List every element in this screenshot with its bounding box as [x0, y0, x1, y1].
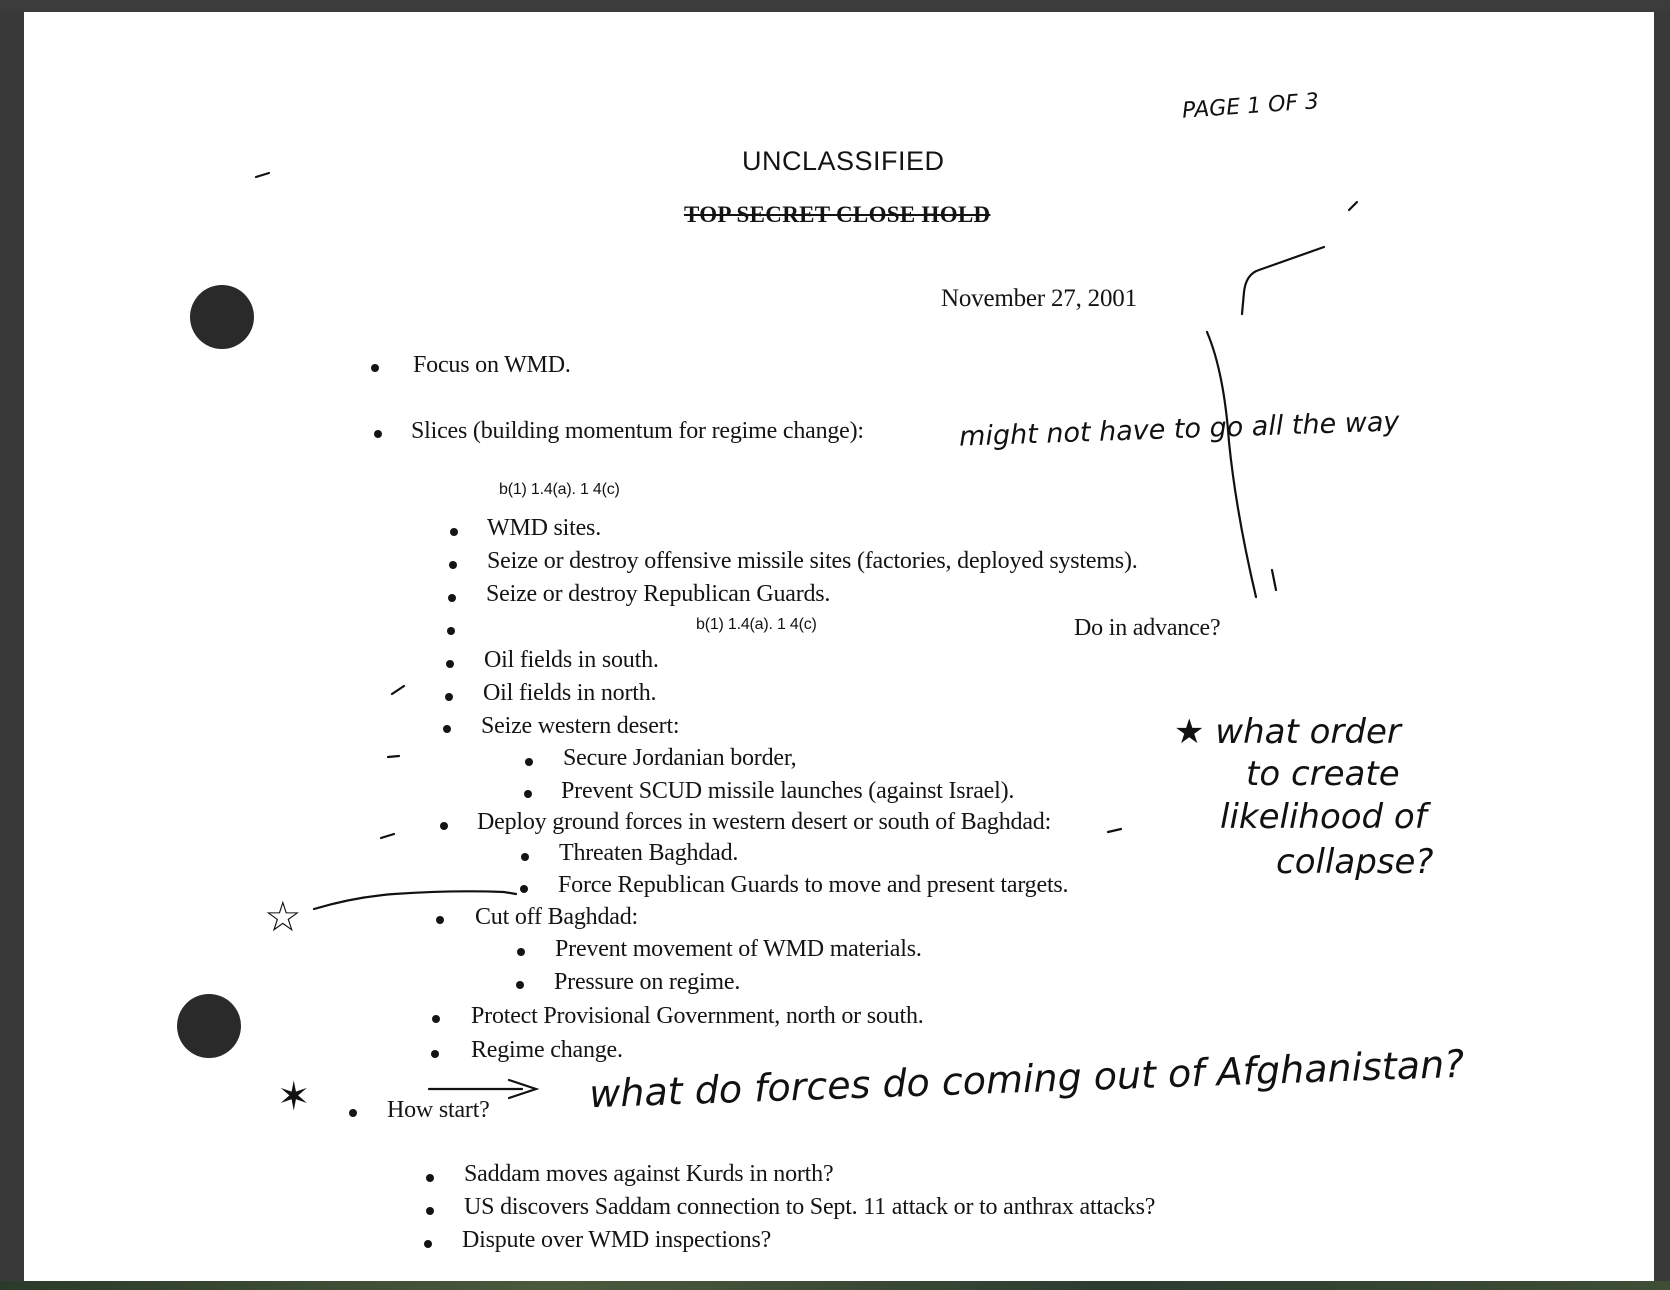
item-force-guards: Force Republican Guards to move and present targets. — [558, 872, 1069, 898]
viewer-left-edge — [0, 12, 24, 1281]
item-republican-guards: Seize or destroy Republican Guards. — [486, 581, 831, 607]
item-scud: Prevent SCUD missile launches (against Israel). — [561, 778, 1015, 804]
handwritten-afghanistan-note: what do forces do coming out of Afghanistan? — [588, 1041, 1465, 1117]
item-wmd-sites: WMD sites. — [487, 515, 601, 541]
margin-bracket-line — [1242, 247, 1324, 314]
redaction-code: b(1) 1.4(a). 1 4(c) — [499, 481, 620, 498]
margin-bracket-line — [1272, 570, 1276, 590]
stray-mark — [381, 834, 394, 838]
viewer-right-edge — [1654, 12, 1670, 1281]
item-how-start: How start? — [387, 1097, 490, 1123]
pointer-arrow-line — [314, 891, 516, 909]
classification-label: UNCLASSIFIED — [742, 146, 945, 176]
document-page — [24, 12, 1654, 1281]
stray-mark — [1349, 202, 1357, 210]
item-oil-north: Oil fields in north. — [483, 680, 657, 706]
item-regime-change: Regime change. — [471, 1037, 623, 1063]
item-jordanian-border: Secure Jordanian border, — [563, 745, 797, 771]
handwritten-order-line-3: likelihood of — [1220, 797, 1427, 837]
item-deploy-forces: Deploy ground forces in western desert or south of Baghdad: — [477, 809, 1052, 835]
stray-mark — [388, 756, 399, 757]
item-kurds: Saddam moves against Kurds in north? — [464, 1161, 834, 1187]
handwritten-order-line-2: to create — [1246, 754, 1400, 794]
item-cut-off-baghdad: Cut off Baghdad: — [475, 904, 639, 930]
item-do-in-advance: Do in advance? — [1074, 615, 1221, 641]
viewer-bottom-strip — [0, 1281, 1670, 1290]
item-western-desert: Seize western desert: — [481, 713, 680, 739]
handwritten-page-count: PAGE 1 OF 3 — [1181, 89, 1320, 124]
item-prevent-wmd: Prevent movement of WMD materials. — [555, 936, 922, 962]
item-oil-south: Oil fields in south. — [484, 647, 659, 673]
margin-bracket-line — [1207, 332, 1256, 597]
item-protect-government: Protect Provisional Government, north or south. — [471, 1003, 924, 1029]
redaction-code: b(1) 1.4(a). 1 4(c) — [696, 616, 817, 633]
item-wmd-inspections: Dispute over WMD inspections? — [462, 1227, 772, 1253]
item-slices: Slices (building momentum for regime change): — [411, 418, 864, 444]
stray-mark — [1108, 829, 1121, 832]
stray-mark — [392, 686, 404, 694]
item-focus: Focus on WMD. — [413, 352, 571, 378]
pen-strokes — [24, 12, 1654, 1281]
handwritten-order-line-1: ★ what order — [1174, 712, 1401, 752]
viewer-top-bar — [0, 0, 1670, 12]
item-pressure-regime: Pressure on regime. — [554, 969, 741, 995]
struck-classification-label: TOP SECRET CLOSE HOLD — [684, 202, 991, 227]
item-threaten-baghdad: Threaten Baghdad. — [559, 840, 739, 866]
document-date: November 27, 2001 — [941, 285, 1137, 312]
item-sept11: US discovers Saddam connection to Sept. 11 attack or to anthrax attacks? — [464, 1194, 1156, 1220]
stray-mark — [256, 173, 269, 177]
handwritten-order-line-4: collapse? — [1276, 842, 1434, 882]
handwritten-margin-note: might not have to go all the way — [958, 406, 1400, 453]
handwritten-star-mark: ✶ — [277, 1074, 311, 1120]
item-missile-sites: Seize or destroy offensive missile sites (factories, deployed systems). — [487, 548, 1138, 574]
handwritten-star-mark: ☆ — [264, 892, 302, 941]
